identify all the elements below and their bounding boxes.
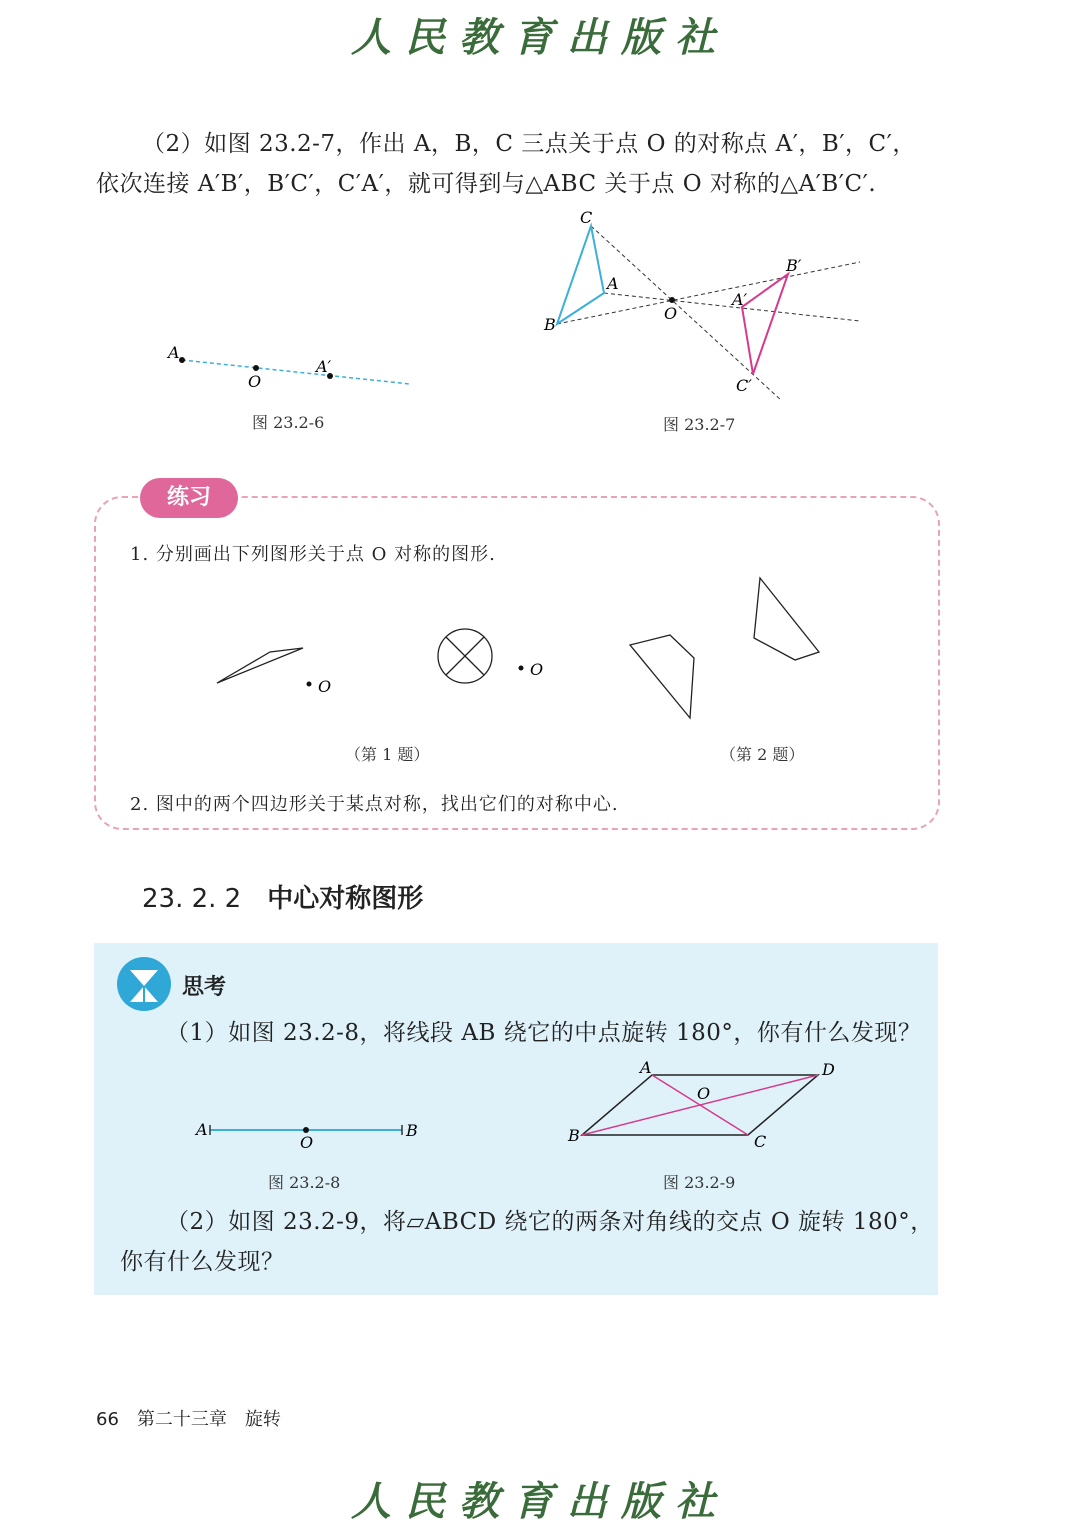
label-B: B xyxy=(568,1126,580,1145)
label-A1: A′ xyxy=(732,290,748,309)
label-D: D xyxy=(822,1060,835,1079)
triangle-A1B1C1 xyxy=(742,274,788,374)
page-number: 66 xyxy=(96,1409,119,1430)
caption-23-2-6: 图 23.2-6 xyxy=(252,413,325,432)
intro-line-2: 依次连接 A′B′，B′C′，C′A′，就可得到与△ABC 关于点 O 对称的△A′B′C′. xyxy=(96,171,877,197)
publisher-footer: 人民教育出版社 xyxy=(351,1478,729,1525)
line-CC1 xyxy=(591,226,782,401)
caption-23-2-7: 图 23.2-7 xyxy=(663,415,736,434)
practice-question-1: 1. 分别画出下列图形关于点 O 对称的图形. xyxy=(130,544,496,565)
section-heading xyxy=(142,878,423,915)
label-B: B xyxy=(544,315,556,334)
think-question-2-line-2: 你有什么发现？ xyxy=(120,1249,285,1275)
practice-figures xyxy=(200,570,840,730)
section-title: 中心对称图形 xyxy=(267,884,424,914)
figure-23-2-6 xyxy=(160,336,420,396)
label-O: O xyxy=(664,304,678,323)
triangle-ABC xyxy=(557,226,604,324)
q1-label-O-1: O xyxy=(318,677,332,696)
label-O: O xyxy=(248,372,262,391)
q2-quadrilateral-1 xyxy=(630,635,694,718)
label-C: C xyxy=(754,1132,767,1151)
page-footer xyxy=(96,1405,281,1431)
publisher-header: 人民教育出版社 xyxy=(351,14,729,61)
think-icon xyxy=(116,956,172,1012)
think-question-1: （1）如图 23.2-8，将线段 AB 绕它的中点旋转 180°，你有什么发现？ xyxy=(166,1020,922,1046)
figure-23-2-9 xyxy=(560,1055,850,1155)
figure-23-2-7 xyxy=(540,205,870,405)
label-A: A xyxy=(607,274,619,293)
point-O xyxy=(253,365,259,371)
label-A1: A′ xyxy=(316,357,332,376)
label-O: O xyxy=(697,1084,711,1103)
chapter-title: 第二十三章 旋转 xyxy=(136,1409,281,1430)
caption-q1: （第 1 题） xyxy=(345,745,430,764)
q1-point-O-1 xyxy=(307,682,312,687)
q1-triangle xyxy=(217,648,303,683)
intro-line-1: （2）如图 23.2-7，作出 A，B，C 三点关于点 O 的对称点 A′，B′，C′， xyxy=(142,131,916,157)
practice-tag: 练习 xyxy=(140,478,238,518)
label-C1: C′ xyxy=(736,376,752,395)
label-A: A xyxy=(196,1120,208,1139)
section-number: 23. 2. 2 xyxy=(142,884,242,914)
q1-label-O-2: O xyxy=(530,660,544,679)
segment-AA1 xyxy=(182,360,410,384)
label-C: C xyxy=(580,208,593,227)
label-A: A xyxy=(168,343,180,362)
practice-question-2: 2. 图中的两个四边形关于某点对称，找出它们的对称中心. xyxy=(130,794,619,815)
figure-23-2-8 xyxy=(190,1112,430,1152)
q2-quadrilateral-2 xyxy=(754,578,819,660)
q1-point-O-2 xyxy=(519,666,524,671)
caption-23-2-8: 图 23.2-8 xyxy=(268,1173,341,1192)
label-B1: B′ xyxy=(786,256,802,275)
label-O: O xyxy=(300,1133,314,1152)
caption-23-2-9: 图 23.2-9 xyxy=(663,1173,736,1192)
think-question-2-line-1: （2）如图 23.2-9，将▱ABCD 绕它的两条对角线的交点 O 旋转 180°， xyxy=(166,1209,934,1235)
point-A xyxy=(179,357,185,363)
point-O xyxy=(669,297,675,303)
caption-q2: （第 2 题） xyxy=(720,745,805,764)
label-B: B xyxy=(406,1121,418,1140)
label-A: A xyxy=(640,1058,652,1077)
think-label: 思考 xyxy=(182,975,227,1000)
